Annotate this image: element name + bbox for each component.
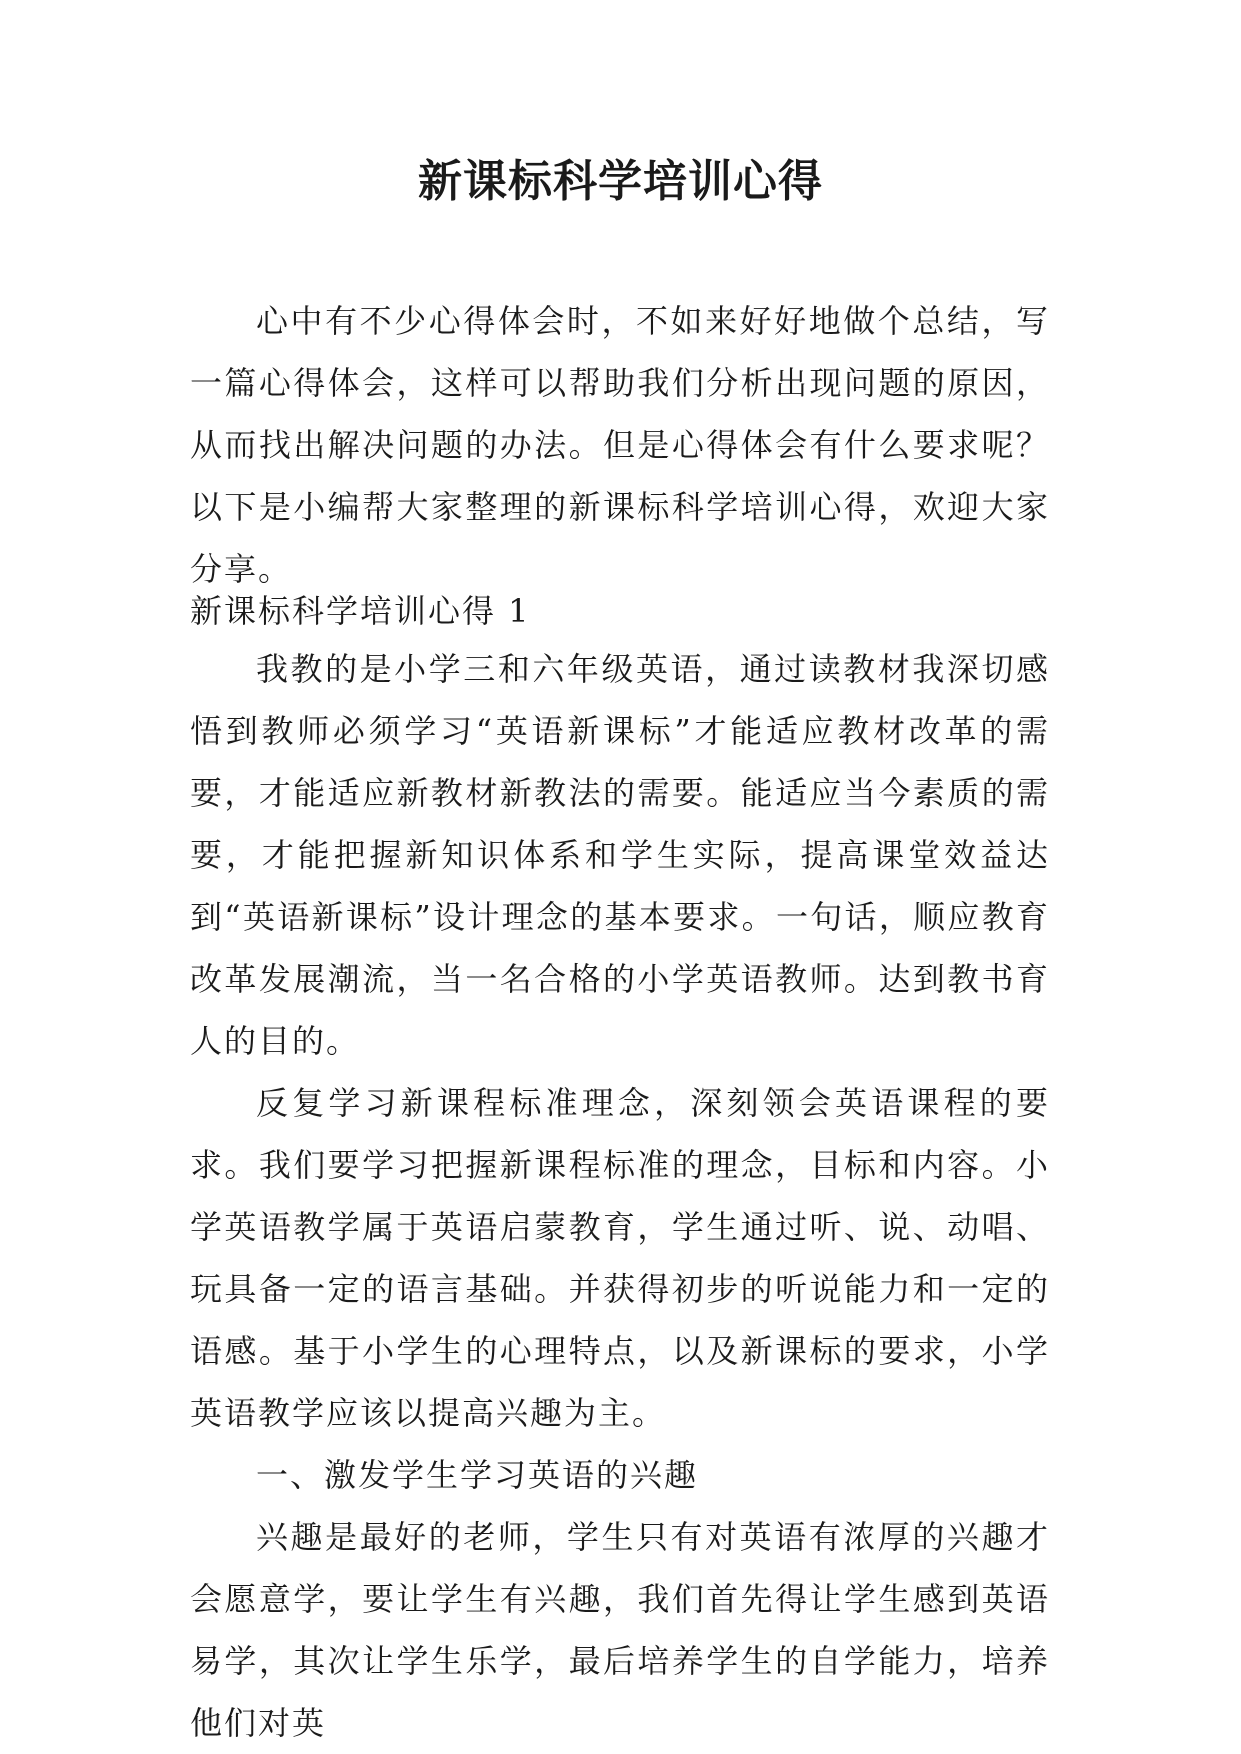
subheading-interest: 一、激发学生学习英语的兴趣: [256, 1456, 699, 1494]
intro-paragraph: 心中有不少心得体会时，不如来好好地做个总结，写一篇心得体会，这样可以帮助我们分析出现问题的原因，从而找出解决问题的办法。但是心得体会有什么要求呢？以下是小编帮大家整理的新课标科学培训心得，欢迎大家分享。: [190, 302, 1050, 588]
document-title: 新课标科学培训心得: [418, 156, 823, 207]
body-paragraph-1: 我教的是小学三和六年级英语，通过读教材我深切感悟到教师必须学习“英语新课标”才能适应教材改革的需要，才能适应新教材新教法的需要。能适应当今素质的需要，才能把握新知识体系和学生实际，提高课堂效益达到“英语新课标”设计理念的基本要求。一句话，顺应教育改革发展潮流，当一名合格的小学英语教师。达到教书育人的目的。: [190, 650, 1050, 1060]
intro-block: [190, 290, 1050, 600]
main-body: [190, 638, 1050, 1754]
section-heading: 新课标科学培训心得 1: [190, 592, 531, 630]
body-paragraph-3: 兴趣是最好的老师，学生只有对英语有浓厚的兴趣才会愿意学，要让学生有兴趣，我们首先得让学生感到英语易学，其次让学生乐学，最后培养学生的自学能力，培养他们对英: [190, 1518, 1050, 1742]
body-paragraph-2: 反复学习新课程标准理念，深刻领会英语课程的要求。我们要学习把握新课程标准的理念，目标和内容。小学英语教学属于英语启蒙教育，学生通过听、说、动唱、玩具备一定的语言基础。并获得初步的听说能力和一定的语感。基于小学生的心理特点，以及新课标的要求，小学英语教学应该以提高兴趣为主。: [190, 1084, 1050, 1432]
